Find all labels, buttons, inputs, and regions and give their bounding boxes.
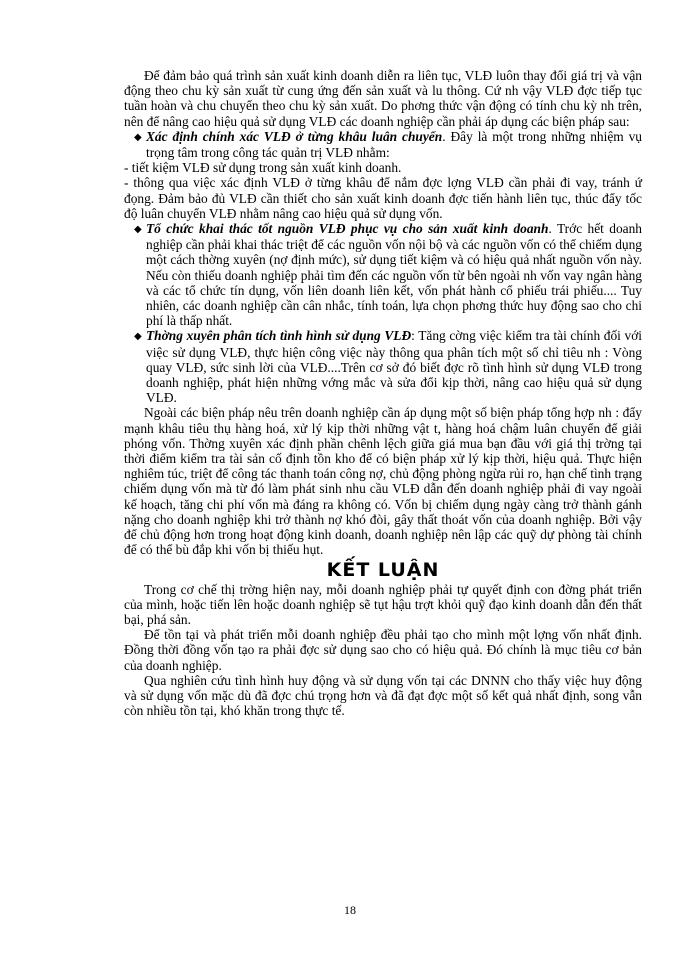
measure-1-dash-2: - thông qua việc xác định VLĐ ở từng khâu để nắm đợc lợng VLĐ cần phải đi vay, tránh ứ đọng. Đảm bảo đủ VLĐ cần thiết cho sản xuất kinh doanh đợc tiến hành liên tục, thúc đẩy tốc độ luân chuyển VLĐ nhằm nâng cao hiệu quả sử dụng vốn. [124,175,642,221]
measure-1 [124,129,642,160]
measure-1-heading: Xác định chính xác VLĐ ở từng khâu luân chuyển [146,128,443,144]
measure-2-heading: Tổ chức khai thác tốt nguồn VLĐ phục vụ cho sản xuất kinh doanh [146,221,549,237]
measure-1-dash-1: - tiết kiệm VLĐ sử dụng trong sản xuất kinh doanh. [124,160,402,176]
intro-paragraph: Để đảm bảo quá trình sản xuất kinh doanh diễn ra liên tục, VLĐ luôn thay đổi giá trị và vận động theo chu kỳ sản xuất từ cung ứng đến sản xuất và lu thông. Cứ nh vậy VLĐ đợc tiếp tục tuần hoàn và chu chuyển theo chu kỳ sản xuất. Do phơng thức vận động có tính chu kỳ nh trên, nên để nâng cao hiệu quả sử dụng VLĐ các doanh nghiệp cần phải áp dụng các biện pháp sau: [124,68,642,129]
diamond-bullet-icon: ◆ [134,224,142,236]
measure-3 [124,328,642,405]
page-number: 18 [344,903,356,917]
measure-3-text: : Tăng cờng việc kiểm tra tài chính đối với việc sử dụng VLĐ, thực hiện công việc này thông qua phân tích một số chỉ tiêu nh : Vòng quay VLĐ, sức sinh lời của VLĐ....Trên cơ sở đó biết đợc rõ tình hình sử dụng VLĐ trong doanh nghiệp, phát hiện những vớng mắc và sửa đổi kịp thời, nâng cao hiệu quả sử dụng VLĐ. [146,328,642,406]
measure-2 [124,221,642,328]
diamond-bullet-icon: ◆ [134,131,142,143]
conclusion-heading: KẾT LUẬN [326,558,440,581]
other-measures-paragraph: Ngoài các biện pháp nêu trên doanh nghiệp cần áp dụng một số biện pháp tổng hợp nh : đẩy mạnh khâu tiêu thụ hàng hoá, xử lý kịp thời những vật t, hàng hoá chậm luân chuyển để giải phóng vốn. Thờng xuyên xác định phần chênh lệch giữa giá mua bạn đầu với giá thị trờng tại thời điểm kiểm tra tài sản cố định tồn kho để có biện pháp xử lý kịp thời, hiệu quả. Thực hiện nghiêm túc, triệt để công tác thanh toán công nợ, chủ động phòng ngừa rủi ro, hạn chế tình trạng chiếm dụng vốn mà từ đó làm phát sinh nhu cầu VLĐ dẫn đến doanh nghiệp phải đi vay ngoài kế hoạch, tăng chi phí vốn mà đáng ra không có. Vốn bị chiếm dụng ngày càng trở thành gánh nặng cho doanh nghiệp khi trở thành nợ khó đòi, gây thất thoát vốn của doanh nghiệp. Bởi vậy để chủ động hơn trong hoạt động kinh doanh, doanh nghiệp nên lập các quỹ dự phòng tài chính để có thể bù đắp khi vốn bị thiếu hụt. [124,405,642,558]
measure-2-text: . Trớc hết doanh nghiệp cần phải khai thác triệt để các nguồn vốn nội bộ và các nguồn vốn có thể chiếm dụng một cách thờng xuyên (nợ định mức), sử dụng tiết kiệm và có hiệu quả nhất nguồn vốn này. Nếu còn thiếu doanh nghiệp phải tìm đến các nguồn vốn từ bên ngoài nh vốn vay ngân hàng và các tổ chức tín dụng, vốn liên doanh liên kết, vốn phát hành cổ phiếu trái phiếu.... Tuy nhiên, các doanh nghiệp cần cân nhắc, tính toán, lựa chọn phơng thức huy động sao cho chi phí là thấp nhất. [146,221,642,329]
measure-1-text: . Đây là một trong những nhiệm vụ trọng tâm trong công tác quản trị VLĐ nhằm: [146,128,642,161]
page-body [124,68,642,718]
diamond-bullet-icon: ◆ [134,331,142,343]
conclusion-paragraph-2: Để tồn tại và phát triển mỗi doanh nghiệp đều phải tạo cho mình một lợng vốn nhất định. Đồng thời đồng vốn tạo ra phải đợc sử dụng sao cho có hiệu quả. Đó chính là mục tiêu cơ bản của doanh nghiệp. [124,627,642,673]
conclusion-paragraph-3: Qua nghiên cứu tình hình huy động và sử dụng vốn tại các DNNN cho thấy việc huy động và sử dụng vốn mặc dù đã đợc chú trọng hơn và đã đạt đợc một số kết quả nhất định, song vẫn còn nhiều tồn tại, khó khăn trong thực tế. [124,672,642,719]
conclusion-paragraph-1: Trong cơ chế thị trờng hiện nay, mỗi doanh nghiệp phải tự quyết định con đờng phát triển của mình, hoặc tiến lên hoặc doanh nghiệp sẽ tụt hậu trợt khỏi quỹ đạo kinh doanh dẫn đến thất bại, phá sản. [124,581,642,627]
measure-3-heading: Thờng xuyên phân tích tình hình sử dụng VLĐ [146,328,412,344]
